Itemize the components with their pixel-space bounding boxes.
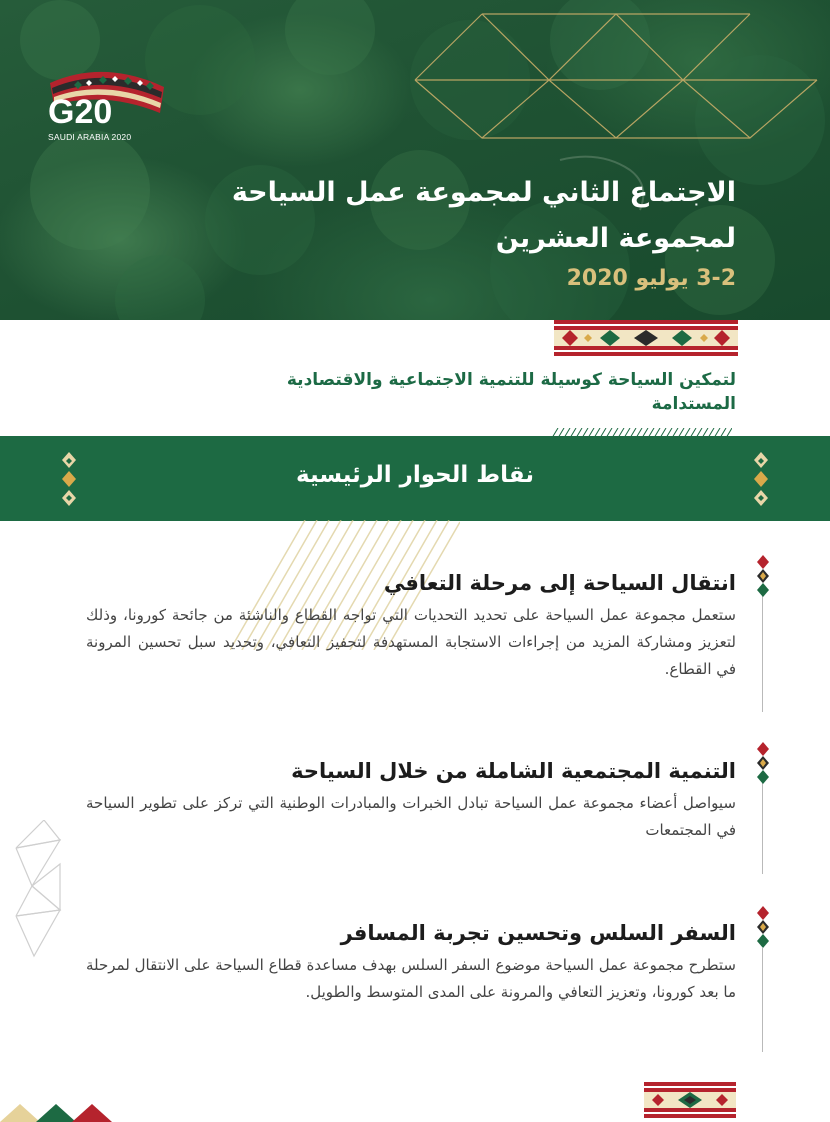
section-tourism-recovery	[86, 568, 736, 683]
colored-triangles-decoration	[0, 1100, 120, 1122]
section-seamless-travel	[86, 918, 736, 1006]
section-body: ستعمل مجموعة عمل السياحة على تحديد التحديات التي تواجه القطاع والناشئة من جائحة كورونا، وذلك لتعزيز ومشاركة المزيد من إجراءات الاستجابة المستهدفة لتحفيز التعافي، وتحديد سبل تحسين المرونة في القطاع.	[86, 606, 736, 678]
section-marker-icon	[752, 555, 774, 597]
section-body: ستطرح مجموعة عمل السياحة موضوع السفر السلس بهدف مساعدة قطاع السياحة على الانتقال لمرحلة ما بعد كورونا، وتعزيز التعافي والمرونة على المدى المتوسط والطويل.	[86, 956, 736, 1001]
section-marker-icon	[752, 742, 774, 784]
meeting-subtitle: لتمكين السياحة كوسيلة للتنمية الاجتماعية والاقتصادية المستدامة	[286, 370, 736, 414]
section-community-development	[86, 756, 736, 844]
section-marker-icon	[752, 906, 774, 948]
section-title: انتقال السياحة إلى مرحلة التعافي	[383, 571, 736, 595]
section-banner	[0, 436, 830, 521]
section-divider-line	[762, 782, 763, 874]
section-divider-line	[762, 594, 763, 712]
section-title: التنمية المجتمعية الشاملة من خلال السياحة	[291, 759, 736, 783]
page-title: الاجتماع الثاني لمجموعة عمل السياحة لمجموعة العشرين	[231, 177, 736, 254]
section-body: سيواصل أعضاء مجموعة عمل السياحة تبادل الخبرات والمبادرات الوطنية التي تركز على تطوير السياحة في المجتمعات	[86, 794, 736, 839]
meeting-date: 3-2 يوليو 2020	[566, 266, 736, 291]
triangle-outline-decoration	[14, 820, 64, 960]
g20-logo-text: G20	[48, 93, 113, 131]
section-title: السفر السلس وتحسين تجربة المسافر	[340, 921, 736, 945]
sadu-pattern-band	[554, 320, 738, 356]
g20-logo-subtitle: SAUDI ARABIA 2020	[48, 132, 132, 142]
banner-title: نقاط الحوار الرئيسية	[296, 462, 534, 488]
hero-banner	[0, 0, 830, 320]
sadu-pattern-band-bottom	[644, 1082, 736, 1118]
section-divider-line	[762, 948, 763, 1052]
